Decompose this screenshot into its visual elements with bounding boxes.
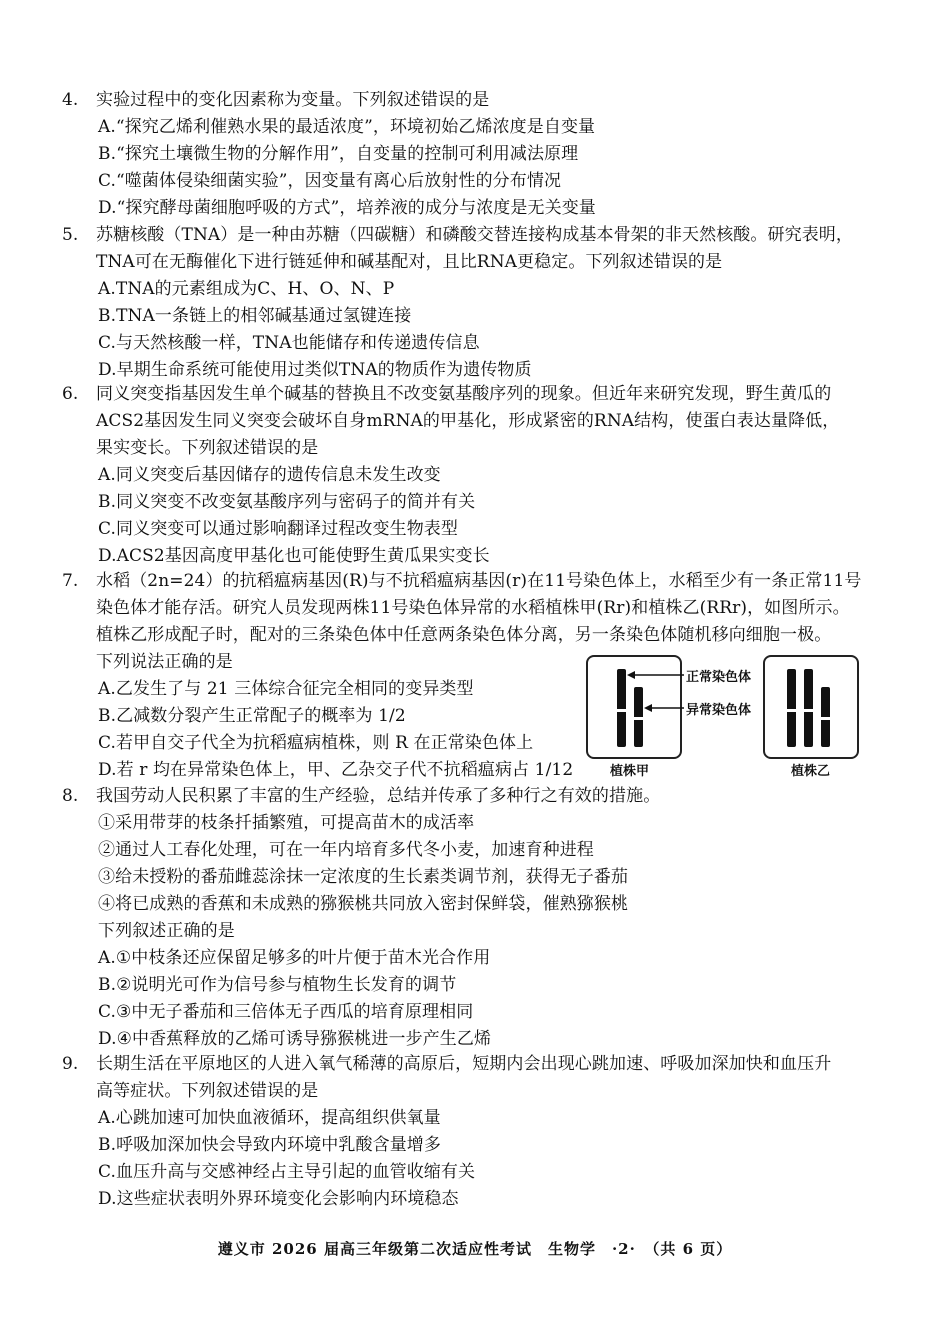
plant-a-label: 植株甲 <box>610 764 650 779</box>
option-c: C.与天然核酸一样，TNA也能储存和传递遗传信息 <box>98 333 480 353</box>
option-d: D.若 r 均在异常染色体上，甲、乙杂交子代不抗稻瘟病占 1/12 <box>98 760 574 780</box>
page-footer: 遵义市 2026 届高三年级第二次适应性考试 生物学 ·2· （共 6 页） <box>217 1240 733 1258</box>
option-c: C.③中无子番茄和三倍体无子西瓜的培育原理相同 <box>98 1002 474 1022</box>
option-c: C.同义突变可以通过影响翻译过程改变生物表型 <box>98 519 459 539</box>
option-b: B.②说明光可作为信号参与植物生长发育的调节 <box>98 975 457 995</box>
question-stem: 染色体才能存活。研究人员发现两株11号染色体异常的水稻植株甲(Rr)和植株乙(RRr)，如图所示。 <box>96 598 850 618</box>
question-number: 9. <box>62 1054 79 1074</box>
question-stem: 同义突变指基因发生单个碱基的替换且不改变氨基酸序列的现象。但近年来研究发现，野生黄瓜的 <box>96 384 832 404</box>
statement-1: ①采用带芽的枝条扦插繁殖，可提高苗木的成活率 <box>98 813 475 833</box>
question-number: 7. <box>62 571 79 591</box>
question-stem: ACS2基因发生同义突变会破坏自身mRNA的甲基化，形成紧密的RNA结构，使蛋白表达量降低， <box>96 411 840 431</box>
option-b: B.同义突变不改变氨基酸序列与密码子的简并有关 <box>98 492 476 512</box>
option-b: B.TNA一条链上的相邻碱基通过氢键连接 <box>98 306 412 326</box>
option-b: B.“探究土壤微生物的分解作用”，自变量的控制可利用减法原理 <box>98 144 579 164</box>
option-a: A.TNA的元素组成为C、H、O、N、P <box>98 279 395 299</box>
label-abnormal-chromosome: 异常染色体 <box>686 703 752 718</box>
question-prompt: 下列叙述正确的是 <box>98 921 235 941</box>
option-a: A.①中枝条还应保留足够多的叶片便于苗木光合作用 <box>98 948 491 968</box>
option-a: A.同义突变后基因储存的遗传信息未发生改变 <box>98 465 441 485</box>
option-a: A.心跳加速可加快血液循环，提高组织供氧量 <box>98 1108 441 1128</box>
option-c: C.“噬菌体侵染细菌实验”，因变量有离心后放射性的分布情况 <box>98 171 562 191</box>
question-stem: 苏糖核酸（TNA）是一种由苏糖（四碳糖）和磷酸交替连接构成基本骨架的非天然核酸。研究表明， <box>96 225 853 245</box>
question-number: 6. <box>62 384 79 404</box>
question-number: 5. <box>62 225 79 245</box>
option-a: A.“探究乙烯利催熟水果的最适浓度”，环境初始乙烯浓度是自变量 <box>98 117 596 137</box>
plant-b-label: 植株乙 <box>791 764 831 779</box>
option-c: C.血压升高与交感神经占主导引起的血管收缩有关 <box>98 1162 476 1182</box>
statement-3: ③给未授粉的番茄雌蕊涂抹一定浓度的生长素类调节剂，获得无子番茄 <box>98 867 629 887</box>
question-stem: 下列说法正确的是 <box>96 652 233 672</box>
option-d: D.这些症状表明外界环境变化会影响内环境稳态 <box>98 1189 459 1209</box>
option-d: D.④中香蕉释放的乙烯可诱导猕猴桃进一步产生乙烯 <box>98 1029 492 1049</box>
question-stem: 果实变长。下列叙述错误的是 <box>96 438 319 458</box>
option-a: A.乙发生了与 21 三体综合征完全相同的变异类型 <box>98 679 474 699</box>
option-b: B.呼吸加深加快会导致内环境中乳酸含量增多 <box>98 1135 441 1155</box>
label-normal-chromosome: 正常染色体 <box>686 670 752 685</box>
question-stem: 我国劳动人民积累了丰富的生产经验，总结并传承了多种行之有效的措施。 <box>96 786 661 806</box>
question-stem: 水稻（2n=24）的抗稻瘟病基因(R)与不抗稻瘟病基因(r)在11号染色体上，水稻至少有一条正常11号 <box>96 571 862 591</box>
question-stem: 高等症状。下列叙述错误的是 <box>96 1081 319 1101</box>
statement-2: ②通过人工春化处理，可在一年内培育多代冬小麦，加速育种进程 <box>98 840 594 860</box>
question-stem: 长期生活在平原地区的人进入氧气稀薄的高原后，短期内会出现心跳加速、呼吸加深加快和血压升 <box>96 1054 832 1074</box>
option-d: D.“探究酵母菌细胞呼吸的方式”，培养液的成分与浓度是无关变量 <box>98 198 596 218</box>
question-stem: 植株乙形成配子时，配对的三条染色体中任意两条染色体分离，另一条染色体随机移向细胞一极。 <box>96 625 832 645</box>
option-d: D.早期生命系统可能使用过类似TNA的物质作为遗传物质 <box>98 360 532 380</box>
option-d: D.ACS2基因高度甲基化也可能使野生黄瓜果实变长 <box>98 546 490 566</box>
option-c: C.若甲自交子代全为抗稻瘟病植株，则 R 在正常染色体上 <box>98 733 534 753</box>
option-b: B.乙减数分裂产生正常配子的概率为 1/2 <box>98 706 406 726</box>
question-number: 8. <box>62 786 79 806</box>
question-stem: TNA可在无酶催化下进行链延伸和碱基配对，且比RNA更稳定。下列叙述错误的是 <box>96 252 723 272</box>
question-number: 4. <box>62 90 79 110</box>
question-stem: 实验过程中的变化因素称为变量。下列叙述错误的是 <box>96 90 490 110</box>
statement-4: ④将已成熟的香蕉和未成熟的猕猴桃共同放入密封保鲜袋，催熟猕猴桃 <box>98 894 629 914</box>
